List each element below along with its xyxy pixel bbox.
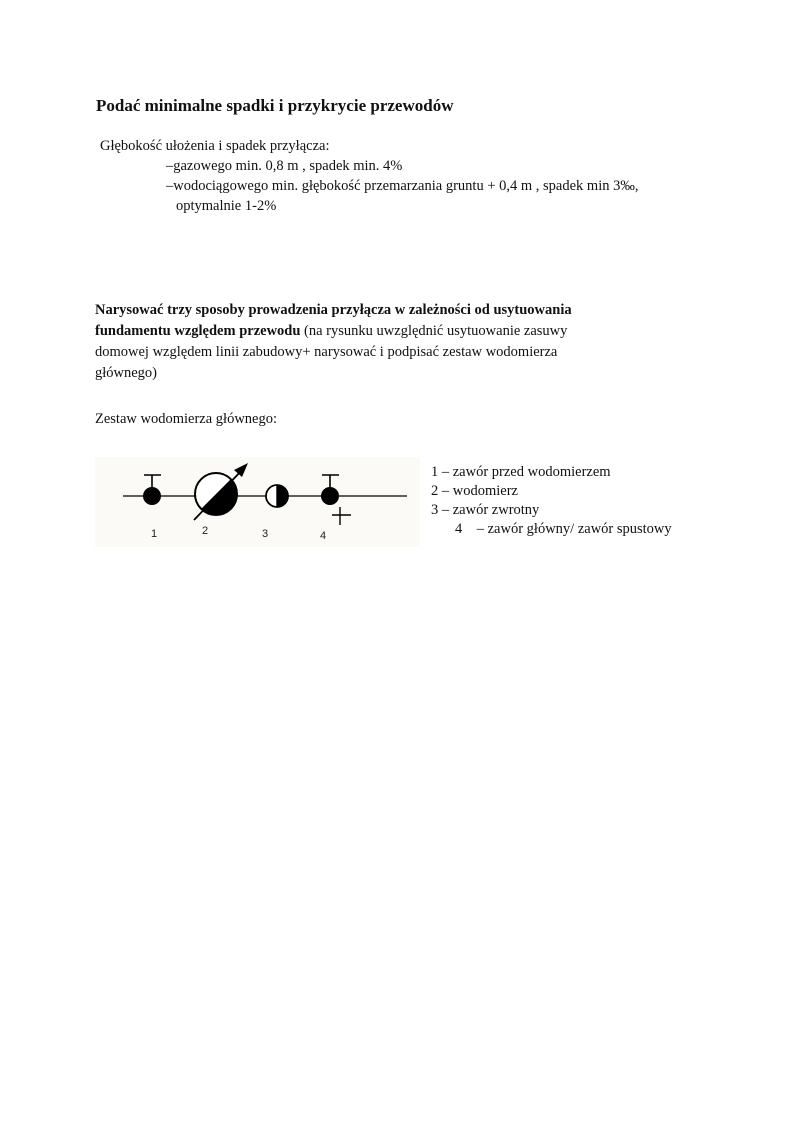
drain-valve-symbol [321, 475, 351, 525]
depth-intro: Głębokość ułożenia i spadek przyłącza: [100, 138, 330, 154]
task-line-3: domowej względem linii zabudowy+ narysować i podpisać zestaw wodomierza [95, 344, 558, 360]
legend-item-2: 2 – wodomierz [431, 483, 518, 499]
legend-item-3: 3 – zawór zwrotny [431, 502, 540, 518]
diagram-svg [95, 457, 420, 547]
depth-water: –wodociągowego min. głębokość przemarzania gruntu + 0,4 m , spadek min 3‰, [166, 178, 639, 194]
diagram-label-1: 1 [151, 528, 158, 540]
diagram-label-2: 2 [202, 525, 209, 537]
water-meter-diagram [95, 457, 420, 547]
set-heading: Zestaw wodomierza głównego: [95, 411, 278, 427]
page-title: Podać minimalne spadki i przykrycie przewodów [96, 96, 454, 115]
task-line-2-bold: fundamentu względem przewodu [95, 323, 301, 339]
diagram-label-4: 4 [320, 530, 327, 542]
depth-water-cont: optymalnie 1-2% [176, 198, 277, 214]
valve-symbol-1 [143, 475, 161, 505]
task-line-1: Narysować trzy sposoby prowadzenia przyłącza w zależności od usytuowania [95, 302, 572, 318]
legend-item-1: 1 – zawór przed wodomierzem [431, 464, 611, 480]
diagram-label-3: 3 [262, 528, 269, 540]
depth-gas: –gazowego min. 0,8 m , spadek min. 4% [166, 158, 403, 174]
task-line-2 [95, 321, 567, 342]
legend-item-4: 4 – zawór główny/ zawór spustowy [455, 521, 672, 537]
task-line-4: głównego) [95, 365, 158, 381]
task-line-2-normal: (na rysunku uwzględnić usytuowanie zasuwy [300, 323, 568, 339]
check-valve-symbol [266, 485, 288, 507]
water-meter-symbol [194, 463, 248, 520]
